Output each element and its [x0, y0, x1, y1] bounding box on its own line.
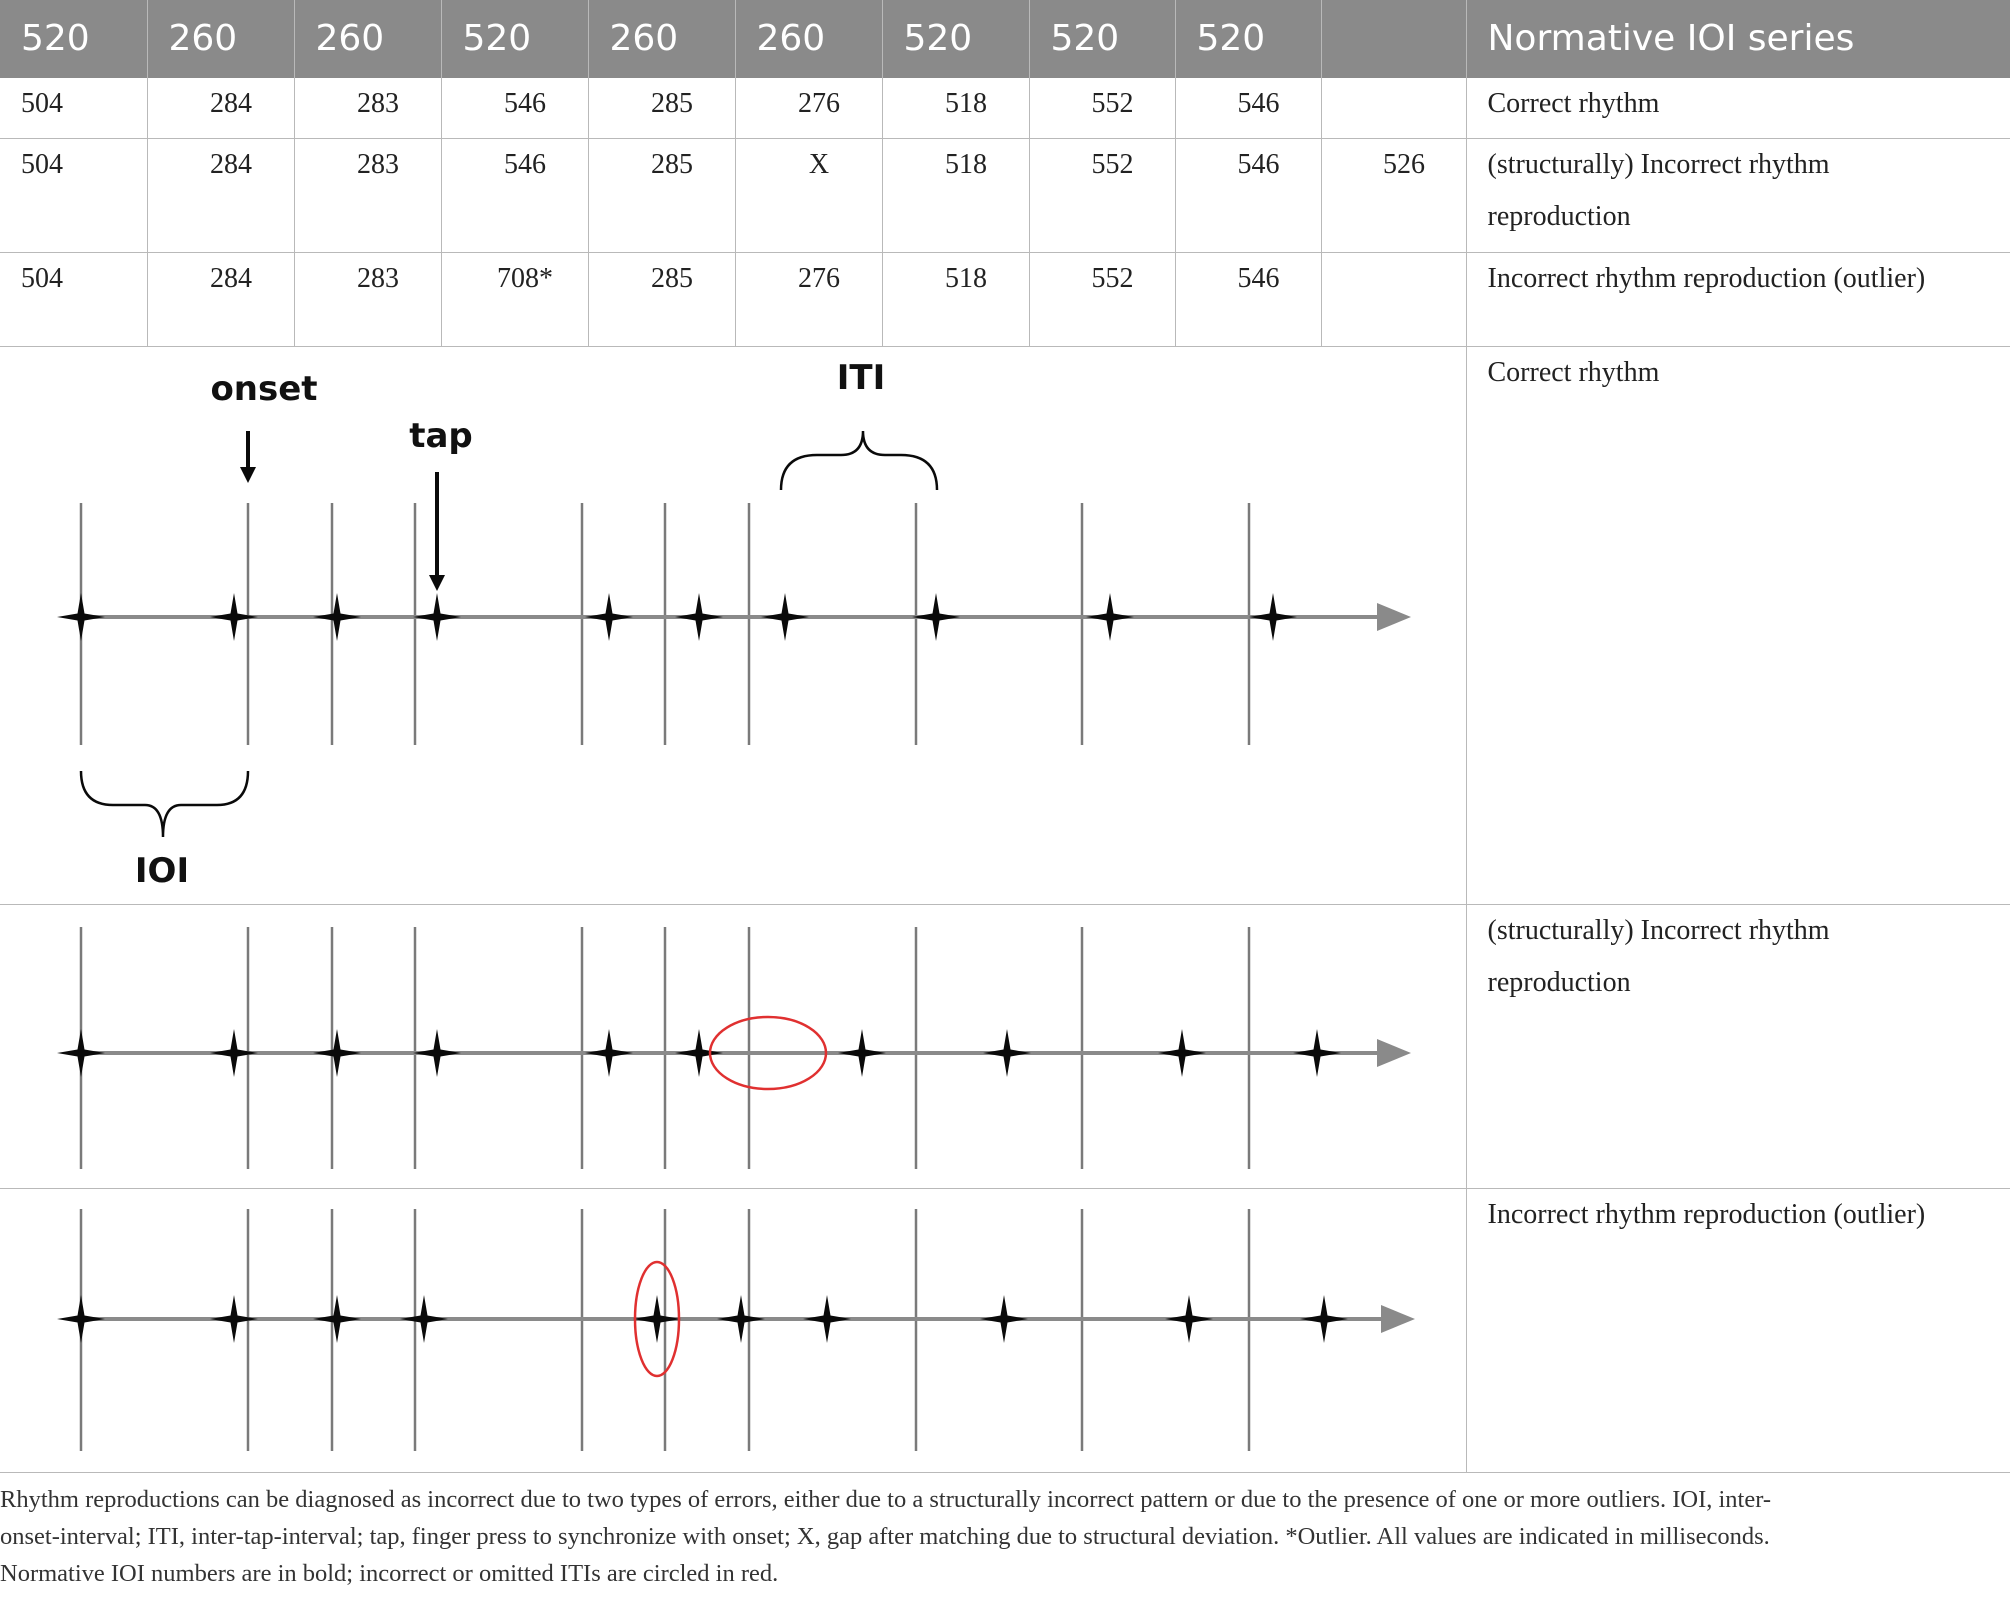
- table-cell: 518: [882, 138, 1029, 252]
- tap-star-icon: [1293, 1029, 1341, 1077]
- footnote-line: Rhythm reproductions can be diagnosed as incorrect due to two types of errors, either due to a structurally incorrect pattern or due to the presence of one or more outliers. IOI, inter-: [0, 1486, 1772, 1513]
- tap-star-icon: [400, 1295, 448, 1343]
- footnote: [0, 1481, 1990, 1592]
- figure-cell: [0, 346, 1466, 904]
- figure-label-line: reproduction: [1487, 966, 1631, 998]
- table-cell: 708*: [441, 252, 588, 346]
- header-cell: 260: [735, 0, 882, 78]
- header-cell: 520: [882, 0, 1029, 78]
- header-cell: 260: [294, 0, 441, 78]
- header-cell: 260: [147, 0, 294, 78]
- tap-star-icon: [912, 593, 960, 641]
- table-cell: 284: [147, 252, 294, 346]
- table-row: [0, 138, 2010, 252]
- table-cell: 552: [1029, 78, 1175, 138]
- row-label: Incorrect rhythm reproduction (outlier): [1466, 252, 2010, 346]
- tap-annotation: [409, 416, 473, 591]
- correct-rhythm-diagram: [21, 347, 1466, 903]
- table-cell: 285: [588, 78, 735, 138]
- figure-label-line: (structurally) Incorrect rhythm: [1487, 914, 1830, 946]
- tap-star-icon: [57, 1295, 105, 1343]
- tap-star-icon: [57, 593, 105, 641]
- figure-row: [0, 1188, 2010, 1472]
- table-row: [0, 252, 2010, 346]
- tap-star-icon: [1158, 1029, 1206, 1077]
- onset-arrow-icon: [240, 467, 256, 483]
- iti-annotation: [781, 358, 937, 490]
- axis-arrow-icon: [1377, 1039, 1411, 1067]
- table-cell: 546: [441, 138, 588, 252]
- table-cell: 283: [294, 138, 441, 252]
- tap-star-icon: [210, 1029, 258, 1077]
- table-cell: 283: [294, 78, 441, 138]
- axis-arrow-icon: [1377, 603, 1411, 631]
- onset-lines: [81, 1209, 1249, 1451]
- table-cell: 276: [735, 252, 882, 346]
- figure-row: [0, 346, 2010, 904]
- header-row: [0, 0, 2010, 78]
- tap-star-icon: [1300, 1295, 1348, 1343]
- table-cell: 504: [0, 252, 147, 346]
- iti-brace-icon: [781, 431, 937, 490]
- tap-star-icon: [585, 1029, 633, 1077]
- onset-annotation: [210, 369, 317, 483]
- row-label: [1466, 138, 2010, 252]
- header-cell: 520: [441, 0, 588, 78]
- tap-star-icon: [313, 593, 361, 641]
- axis-arrow-icon: [1381, 1305, 1415, 1333]
- table-cell: 276: [735, 78, 882, 138]
- row-label: Correct rhythm: [1466, 78, 2010, 138]
- table-cell: 546: [1175, 78, 1321, 138]
- tap-star-icon: [980, 1295, 1028, 1343]
- table-cell: 546: [1175, 252, 1321, 346]
- tap-star-icon: [413, 593, 461, 641]
- header-cell: 520: [0, 0, 147, 78]
- table-cell: 285: [588, 252, 735, 346]
- table-cell: [1321, 78, 1466, 138]
- footnote-line: Normative IOI numbers are in bold; incorrect or omitted ITIs are circled in red.: [0, 1560, 779, 1587]
- ioi-label: IOI: [134, 850, 190, 891]
- tap-star-icon: [313, 1029, 361, 1077]
- outlier-error-diagram: [21, 1189, 1466, 1471]
- onset-label: onset: [210, 368, 318, 409]
- header-cell: [1321, 0, 1466, 78]
- figure-cell: [0, 904, 1466, 1188]
- tap-star-icon: [633, 1295, 681, 1343]
- figure-row: [0, 904, 2010, 1188]
- iti-label: ITI: [836, 357, 886, 398]
- row-label-line: reproduction: [1487, 200, 1631, 232]
- table-cell: 546: [1175, 138, 1321, 252]
- table-cell: 284: [147, 78, 294, 138]
- taps: [57, 593, 1297, 641]
- tap-label: tap: [409, 415, 473, 456]
- structural-error-diagram: [21, 905, 1466, 1187]
- table-cell: 285: [588, 138, 735, 252]
- table-cell: 552: [1029, 138, 1175, 252]
- tap-star-icon: [1086, 593, 1134, 641]
- table-cell: 284: [147, 138, 294, 252]
- table-cell: 546: [441, 78, 588, 138]
- table-cell: 283: [294, 252, 441, 346]
- table-cell: 518: [882, 78, 1029, 138]
- figure-label: [1466, 904, 2010, 1188]
- tap-star-icon: [585, 593, 633, 641]
- ioi-brace-icon: [81, 771, 248, 837]
- tap-star-icon: [1249, 593, 1297, 641]
- tap-star-icon: [313, 1295, 361, 1343]
- header-cell: 260: [588, 0, 735, 78]
- time-axis: [73, 603, 1411, 631]
- footnote-line: onset-interval; ITI, inter-tap-interval; tap, finger press to synchronize with onset; X, gap after matching due to structural deviation. *Outlier. All values are indicated in milliseconds.: [0, 1523, 1770, 1550]
- table-cell: 518: [882, 252, 1029, 346]
- table-row: [0, 78, 2010, 138]
- onset-lines: [81, 927, 1249, 1169]
- tap-star-icon: [1165, 1295, 1213, 1343]
- table-cell: 504: [0, 78, 147, 138]
- tap-star-icon: [717, 1295, 765, 1343]
- row-label-line: (structurally) Incorrect rhythm: [1487, 148, 1830, 180]
- tap-star-icon: [675, 593, 723, 641]
- figure-label: Incorrect rhythm reproduction (outlier): [1466, 1188, 2010, 1472]
- table-cell: 526: [1321, 138, 1466, 252]
- table-cell: 504: [0, 138, 147, 252]
- ioi-annotation: [81, 771, 248, 891]
- tap-star-icon: [413, 1029, 461, 1077]
- figure-label: Correct rhythm: [1466, 346, 2010, 904]
- header-cell: 520: [1029, 0, 1175, 78]
- time-axis: [73, 1039, 1411, 1067]
- tap-star-icon: [57, 1029, 105, 1077]
- tap-star-icon: [210, 1295, 258, 1343]
- table-cell: 552: [1029, 252, 1175, 346]
- table-cell: X: [735, 138, 882, 252]
- tap-star-icon: [803, 1295, 851, 1343]
- tap-star-icon: [838, 1029, 886, 1077]
- onset-lines: [81, 503, 1249, 745]
- tap-star-icon: [210, 593, 258, 641]
- header-cell: 520: [1175, 0, 1321, 78]
- tap-arrow-icon: [429, 575, 445, 591]
- header-label: Normative IOI series: [1466, 0, 2010, 78]
- table-cell: [1321, 252, 1466, 346]
- tap-star-icon: [983, 1029, 1031, 1077]
- figure-cell: [0, 1188, 1466, 1472]
- tap-star-icon: [761, 593, 809, 641]
